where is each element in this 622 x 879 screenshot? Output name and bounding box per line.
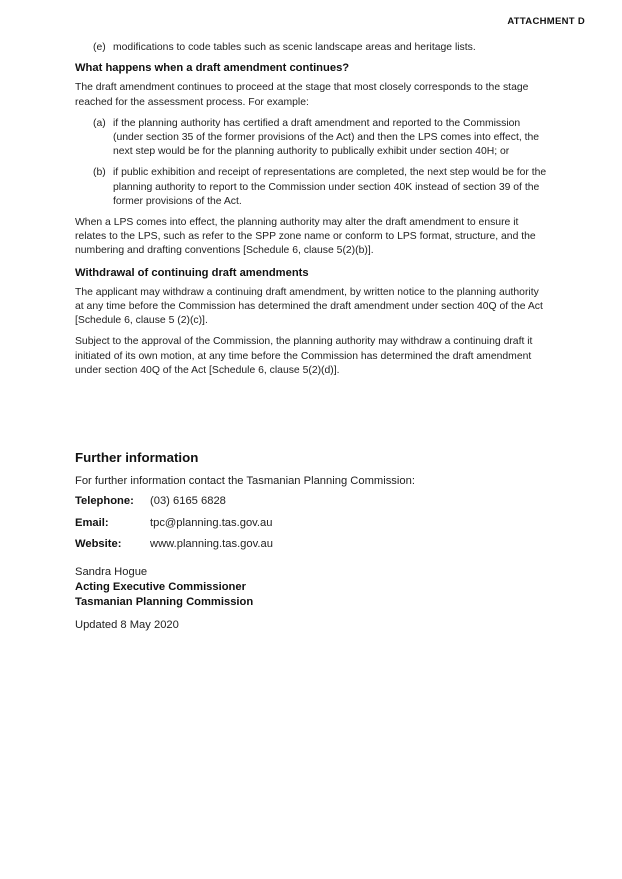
- list-item-e: [75, 41, 547, 55]
- website-value: www.planning.tas.gov.au: [150, 538, 273, 550]
- section-heading-draft-continues: What happens when a draft amendment continues?: [75, 62, 350, 75]
- withdrawal-paragraph-1: The applicant may withdraw a continuing draft amendment, by written notice to the planning authority at any time before the Commission has determined the draft amendment under section 40Q of the Act [Schedule 6, clause 5 (2)(c)].: [75, 286, 543, 327]
- signatory-name: Sandra Hogue: [75, 566, 148, 578]
- list-item-label: (e): [93, 42, 106, 53]
- list-item-b: [75, 166, 547, 209]
- further-information-intro: For further information contact the Tasmanian Planning Commission:: [75, 475, 415, 487]
- further-information-title: Further information: [75, 450, 199, 465]
- signatory-role: Acting Executive Commissioner: [75, 581, 246, 594]
- telephone-value: (03) 6165 6828: [150, 495, 226, 507]
- list-item-text: if public exhibition and receipt of representations are completed, the next step would be for the planning authority to report to the Commission under section 40K instead of section 39 of the former provisions of the Act.: [113, 167, 547, 207]
- updated-date: Updated 8 May 2020: [75, 618, 179, 631]
- list-item-text: modifications to code tables such as scenic landscape areas and heritage lists.: [113, 42, 476, 53]
- email-value: tpc@planning.tas.gov.au: [150, 516, 273, 529]
- attachment-label: ATTACHMENT D: [507, 16, 585, 27]
- contact-row-telephone: [75, 494, 547, 509]
- contact-row-email: [75, 516, 547, 531]
- withdrawal-paragraph-2: Subject to the approval of the Commission, the planning authority may withdraw a continuing draft it initiated of its own motion, at any time before the Commission has determined the draft amendment under section 40Q of the Act [Schedule 6, clause 5(2)(d)].: [75, 336, 533, 376]
- section-intro-paragraph: The draft amendment continues to proceed at the stage that most closely corresponds to the stage reached for the assessment process. For example:: [75, 82, 529, 108]
- contact-label: Email:: [75, 516, 109, 529]
- contact-label: Telephone:: [75, 495, 134, 507]
- further-information-section: [75, 450, 547, 631]
- list-item-label: (b): [93, 167, 106, 179]
- signatory-organisation: Tasmanian Planning Commission: [75, 596, 254, 609]
- document-body: [75, 41, 547, 385]
- contact-row-website: [75, 537, 547, 552]
- list-item-text: if the planning authority has certified a draft amendment and reported to the Commission (under section 35 of the former provisions of the Act) and then the LPS comes into effect, the next step would be for the planning authority to publically exhibit under section 40H; or: [113, 117, 540, 158]
- list-item-a: [75, 117, 547, 160]
- signature-block: [75, 565, 547, 611]
- section-closing-paragraph: When a LPS comes into effect, the planning authority may alter the draft amendment to ensure it relates to the LPS, such as refer to the SPP zone name or conform to LPS format, structure, and the numbering and drafting conventions [Schedule 6, clause 5(2)(b)].: [75, 217, 536, 257]
- contact-label: Website:: [75, 538, 122, 550]
- section-heading-withdrawal: Withdrawal of continuing draft amendments: [75, 266, 309, 279]
- list-item-label: (a): [93, 117, 106, 129]
